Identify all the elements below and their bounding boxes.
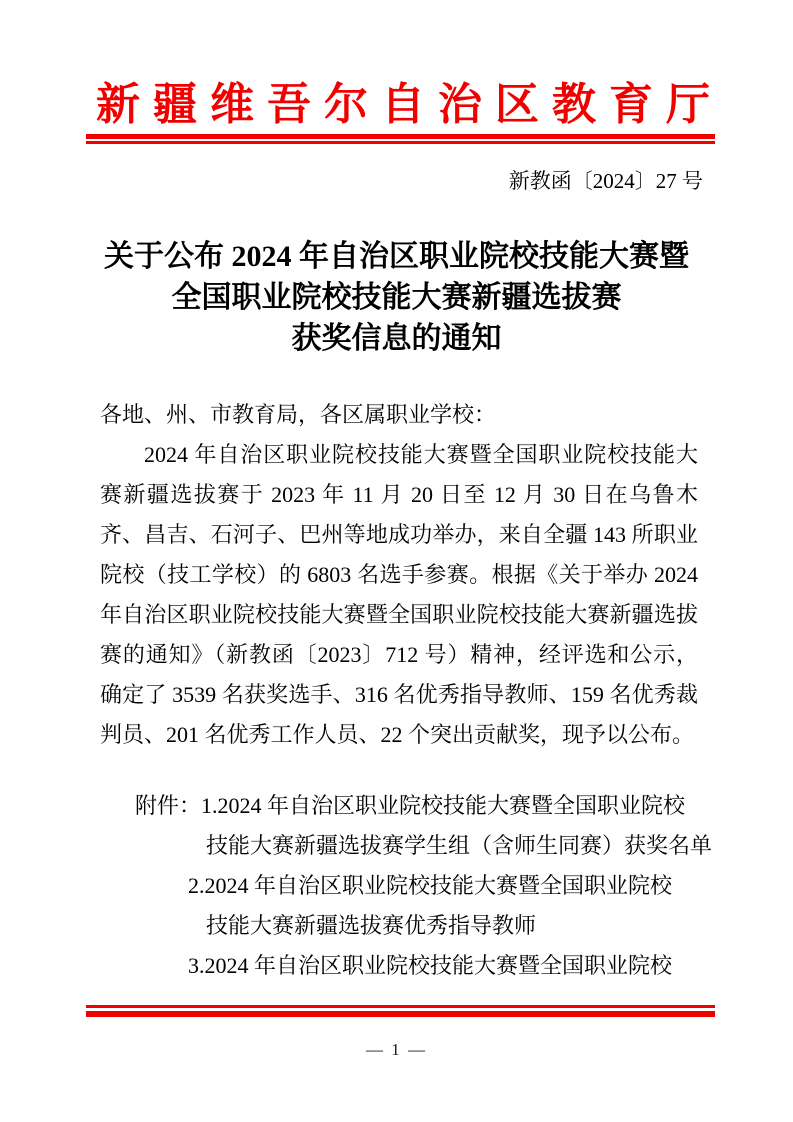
document-body	[100, 395, 698, 755]
letterhead-rule	[86, 134, 715, 144]
title-line-2: 全国职业院校技能大赛新疆选拔赛	[171, 281, 622, 314]
attachment-line-5: 3.2024 年自治区职业院校技能大赛暨全国职业院校	[188, 953, 673, 978]
title-line-3: 获奖信息的通知	[291, 322, 502, 355]
salutation-line: 各地、州、市教育局，各区属职业学校：	[100, 402, 497, 427]
document-title	[0, 236, 793, 359]
attachment-line-3: 2.2024 年自治区职业院校技能大赛暨全国职业院校	[188, 873, 673, 898]
body-paragraph: 2024 年自治区职业院校技能大赛暨全国职业院校技能大赛新疆选拔赛于 2023 年 11 月 20 日至 12 月 30 日在乌鲁木齐、昌吉、石河子、巴州等地成功举办，来自全疆 143 所职业院校（技工学校）的 6803 名选手参赛。根据《关于举办 2024 年自治区职业院校技能大赛暨全国职业院校技能大赛新疆选拔赛的通知》（新教函〔2023〕712 号）精神，经评选和公示，确定了 3539 名获奖选手、316 名优秀指导教师、159 名优秀裁判员、201 名优秀工作人员、22 个突出贡献奖，现予以公布。	[100, 442, 698, 747]
attachments-list	[100, 786, 748, 986]
title-line-1: 关于公布 2024 年自治区职业院校技能大赛暨	[104, 240, 689, 273]
attachment-line-4: 技能大赛新疆选拔赛优秀指导教师	[206, 913, 537, 938]
letterhead-agency-name: 新疆维吾尔自治区教育厅	[96, 80, 710, 129]
attachment-line-1: 附件：1.2024 年自治区职业院校技能大赛暨全国职业院校	[135, 793, 686, 818]
document-number: 新教函〔2024〕27 号	[508, 169, 703, 193]
page-number: — 1 —	[366, 1040, 427, 1059]
footer-rule	[86, 1005, 715, 1017]
attachment-line-2: 技能大赛新疆选拔赛学生组（含师生同赛）获奖名单	[206, 833, 713, 858]
